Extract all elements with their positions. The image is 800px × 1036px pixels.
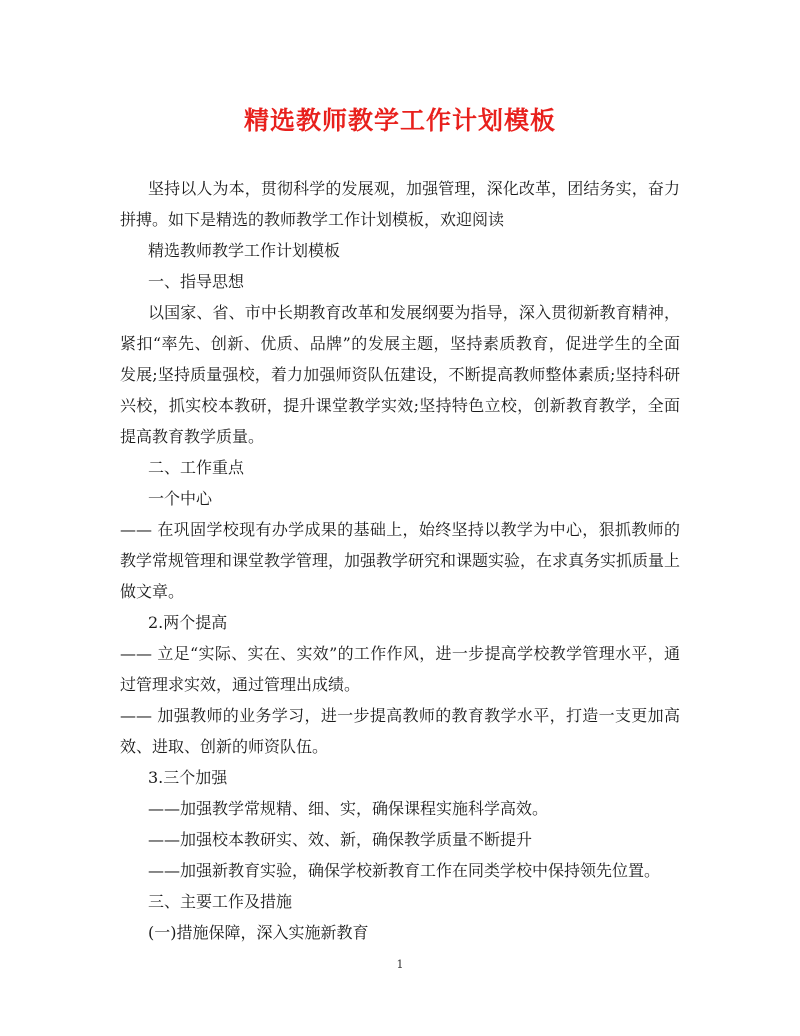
page-number: 1 xyxy=(396,958,404,971)
section-heading-main-work: 三、主要工作及措施 xyxy=(148,892,293,911)
subheading-two-improvements: 2.两个提高 xyxy=(148,613,228,632)
subheading-one-center: 一个中心 xyxy=(148,489,213,508)
intro-paragraph: 坚持以人为本，贯彻科学的发展观，加强管理，深化改革，团结务实，奋力拼搏。如下是精选的教师教学工作计划模板，欢迎阅读 xyxy=(120,179,680,229)
strengthen-item-2: ——加强校本教研实、效、新，确保教学质量不断提升 xyxy=(148,830,533,849)
document-body xyxy=(120,173,680,948)
guiding-thought-paragraph: 以国家、省、市中长期教育改革和发展纲要为指导，深入贯彻新教育精神，紧扣“率先、创新、优质、品牌”的发展主题，坚持素质教育，促进学生的全面发展;坚持质量强校，着力加强师资队伍建设，不断提高教师整体素质;坚持科研兴校，抓实校本教研，提升课堂教学实效;坚持特色立校，创新教育教学，全面提高教育教学质量。 xyxy=(120,303,680,446)
document-title: 精选教师教学工作计划模板 xyxy=(243,106,556,135)
strengthen-item-3: ——加强新教育实验，确保学校新教育工作在同类学校中保持领先位置。 xyxy=(148,861,661,880)
subtitle-line: 精选教师教学工作计划模板 xyxy=(148,241,341,260)
subheading-measures: (一)措施保障，深入实施新教育 xyxy=(148,923,369,942)
improvement-item-1: —— 立足“实际、实在、实效”的工作作风，进一步提高学校教学管理水平，通过管理求实效，通过管理出成绩。 xyxy=(120,644,680,694)
subheading-three-strengthens: 3.三个加强 xyxy=(148,768,228,787)
strengthen-item-1: ——加强教学常规精、细、实，确保课程实施科学高效。 xyxy=(148,799,549,818)
improvement-item-2: —— 加强教师的业务学习，进一步提高教师的教育教学水平，打造一支更加高效、进取、创新的师资队伍。 xyxy=(120,706,680,756)
one-center-paragraph: —— 在巩固学校现有办学成果的基础上，始终坚持以教学为中心，狠抓教师的教学常规管理和课堂教学管理，加强教学研究和课题实验，在求真务实抓质量上做文章。 xyxy=(120,520,681,601)
section-heading-work-focus: 二、工作重点 xyxy=(148,458,245,477)
section-heading-guiding-thought: 一、指导思想 xyxy=(148,272,245,291)
